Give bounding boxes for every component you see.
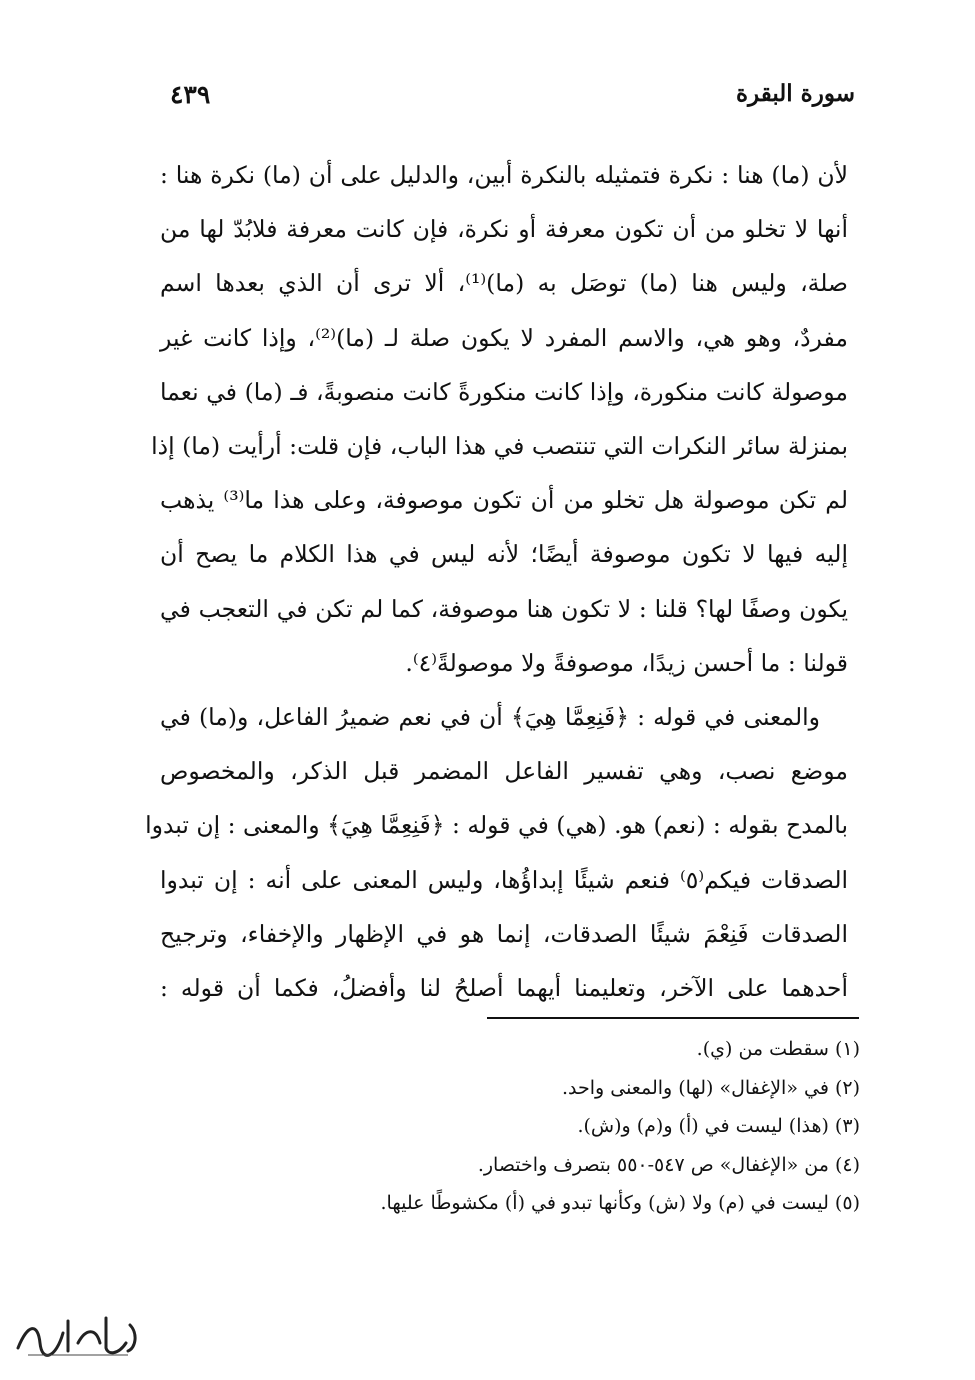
text-line: موضع نصب، وهي تفسير الفاعل المضمر قبل الذكر، والمخصوص <box>160 757 848 786</box>
footnote: (٢) في «الإغفال» (لها) والمعنى واحد. <box>561 1076 860 1099</box>
text-line: أنها لا تخلو من أن تكون معرفة أو نكرة، فإن كانت معرفة فلابُدّ لها من <box>160 215 848 244</box>
footnote-divider <box>487 1017 859 1019</box>
footnotes <box>160 1030 860 1223</box>
text-line: لأن (ما) هنا : نكرة فتمثيله بالنكرة أبين، والدليل على أن (ما) نكرة هنا : <box>160 161 848 189</box>
text-line: أحدهما على الآخر، وتعليمنا أيهما أصلحُ لنا وأفضلُ، فكما أن قوله : <box>160 974 848 1003</box>
text-line: قولنا : ما أحسن زيدًا، موصوفةً ولا موصولةً⁽٤⁾. <box>405 648 848 677</box>
footnote: (٣) (هذا) ليست في (أ) و(م) و(ش). <box>577 1115 860 1137</box>
footnote: (٤) من «الإغفال» ص ٥٤٧-٥٥٠ بتصرف واختصار. <box>477 1153 860 1176</box>
footnote: (١) سقطت من (ي). <box>696 1038 860 1060</box>
page-header <box>160 80 855 120</box>
text-line: موصولة كانت منكورة، وإذا كانت منكورةً كانت منصوبةً، فـ (ما) في نعما <box>160 377 848 406</box>
text-line: لم تكن موصولة هل تخلو من أن تكون موصوفة، وعلى هذا ما⁽³⁾ يذهب <box>160 486 848 515</box>
text-line: بالمدح بقوله : (نعم) هو. (هي) في قوله : ﴿فَنِعِمَّا هِيَ﴾ والمعنى : إن تبدوا <box>145 811 848 840</box>
text-line: إليه فيها لا تكون موصوفة أيضًا؛ لأنه ليس في هذا الكلام ما يصح أن <box>160 540 848 569</box>
text-line: الصدقات فيكم⁽٥⁾ فنعم شيئًا إبداؤُها، وليس المعنى على أنه : إن تبدوا <box>160 865 849 894</box>
surah-title: سورة البقرة <box>735 80 855 107</box>
page-number: ٤٣٩ <box>170 80 211 109</box>
publisher-logo-icon <box>8 1303 148 1363</box>
text-line: مفردٌ، وهو هي، والاسم المفرد لا يكون صلة لـ (ما)⁽²⁾، وإذا كانت غير <box>160 323 848 352</box>
text-line: صلة، وليس هنا (ما) توصَل به (ما)⁽¹⁾، ألا ترى أن الذي بعدها اسم <box>160 269 848 298</box>
footnote: (٥) ليست في (م) ولا (ش) وكأنها تبدو في (أ) مكشوطًا عليها. <box>380 1192 860 1214</box>
text-line: بمنزلة سائر النكرات التي تنتصب في هذا الباب، فإن قلت: أرأيت (ما) إذا <box>151 432 848 461</box>
main-text <box>145 148 849 1015</box>
text-line: والمعنى في قوله : ﴿فَنِعِمَّا هِيَ﴾ أن في نعم ضميرُ الفاعل، و(ما) في <box>160 703 820 732</box>
text-line: يكون وصفًا لها؟ قلنا : لا تكون هنا موصوفة، كما لم تكن في التعجب في <box>160 594 848 623</box>
text-line: الصدقات فَنِعْمَ شيئًا الصدقات، إنما هو في الإظهار والإخفاء، وترجيح <box>160 919 848 948</box>
